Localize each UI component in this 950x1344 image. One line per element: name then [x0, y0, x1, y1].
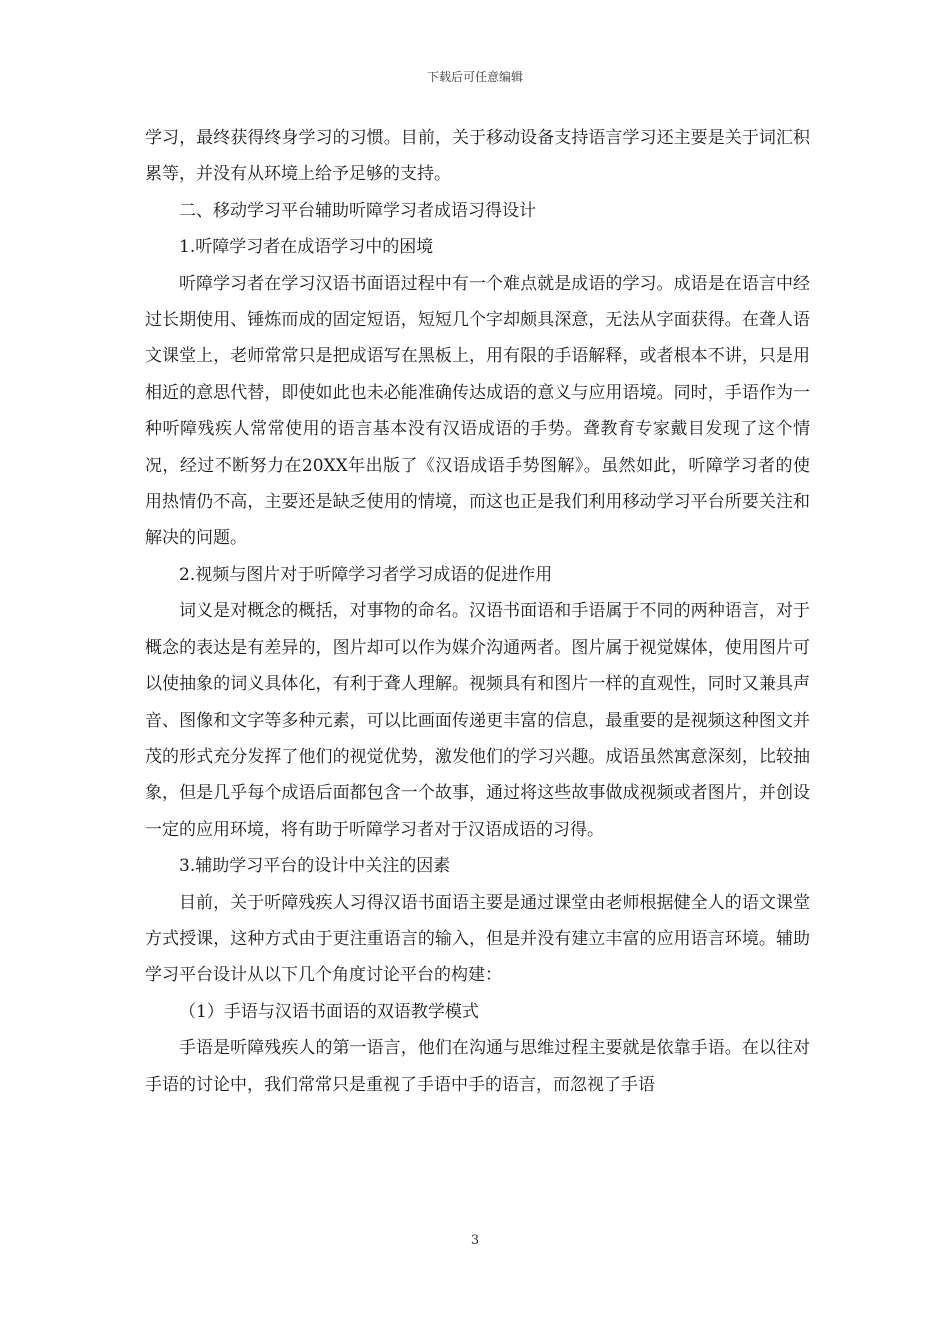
page-number: 3 — [470, 1233, 480, 1248]
paragraph: 目前，关于听障残疾人习得汉语书面语主要是通过课堂由老师根据健全人的语文课堂方式授课，这种方式由于更注重语言的输入，但是并没有建立丰富的应用语言环境。辅助学习平台设计从以下几个角度讨论平台的构建： — [145, 892, 810, 986]
document-body — [145, 120, 810, 1103]
subsection-heading: 2.视频与图片对于听障学习者学习成语的促进作用 — [179, 564, 553, 585]
paragraph: 词义是对概念的概括，对事物的命名。汉语书面语和手语属于不同的两种语言，对于概念的表达是有差异的，图片却可以作为媒介沟通两者。图片属于视觉媒体，使用图片可以使抽象的词义具体化，有利于聋人理解。视频具有和图片一样的直观性，同时又兼具声音、图像和文字等多种元素，可以比画面传递更丰富的信息，最重要的是视频这种图文并茂的形式充分发挥了他们的视觉优势，激发他们的学习兴趣。成语虽然寓意深刻，比较抽象，但是几乎每个成语后面都包含一个故事，通过将这些故事做成视频或者图片，并创设一定的应用环境，将有助于听障学习者对于汉语成语的习得。 — [145, 601, 810, 840]
section-heading: 二、移动学习平台辅助听障学习者成语习得设计 — [179, 200, 536, 221]
subsection-heading: 3.辅助学习平台的设计中关注的因素 — [179, 856, 451, 877]
paragraph-continued: 学习，最终获得终身学习的习惯。目前，关于移动设备支持语言学习还主要是关于词汇积累等，并没有从环境上给予足够的支持。 — [145, 128, 810, 185]
paragraph: 听障学习者在学习汉语书面语过程中有一个难点就是成语的学习。成语是在语言中经过长期使用、锤炼而成的固定短语，短短几个字却颇具深意，无法从字面获得。在聋人语文课堂上，老师常常只是把成语写在黑板上，用有限的手语解释，或者根本不讲，只是用相近的意思代替，即使如此也未必能准确传达成语的意义与应用语境。同时，手语作为一种听障残疾人常常使用的语言基本没有汉语成语的手势。聋教育专家戴目发现了这个情况，经过不断努力在20XX年出版了《汉语成语手势图解》。虽然如此，听障学习者的使用热情仍不高，主要还是缺乏使用的情境，而这也正是我们利用移动学习平台所要关注和解决的问题。 — [145, 273, 810, 549]
subsection-heading: （1）手语与汉语书面语的双语教学模式 — [179, 1001, 479, 1022]
paragraph: 手语是听障残疾人的第一语言，他们在沟通与思维过程主要就是依靠手语。在以往对手语的讨论中，我们常常只是重视了手语中手的语言，而忽视了手语 — [145, 1038, 810, 1095]
page-header: 下载后可任意编辑 — [426, 70, 523, 84]
subsection-heading: 1.听障学习者在成语学习中的困境 — [179, 237, 434, 258]
